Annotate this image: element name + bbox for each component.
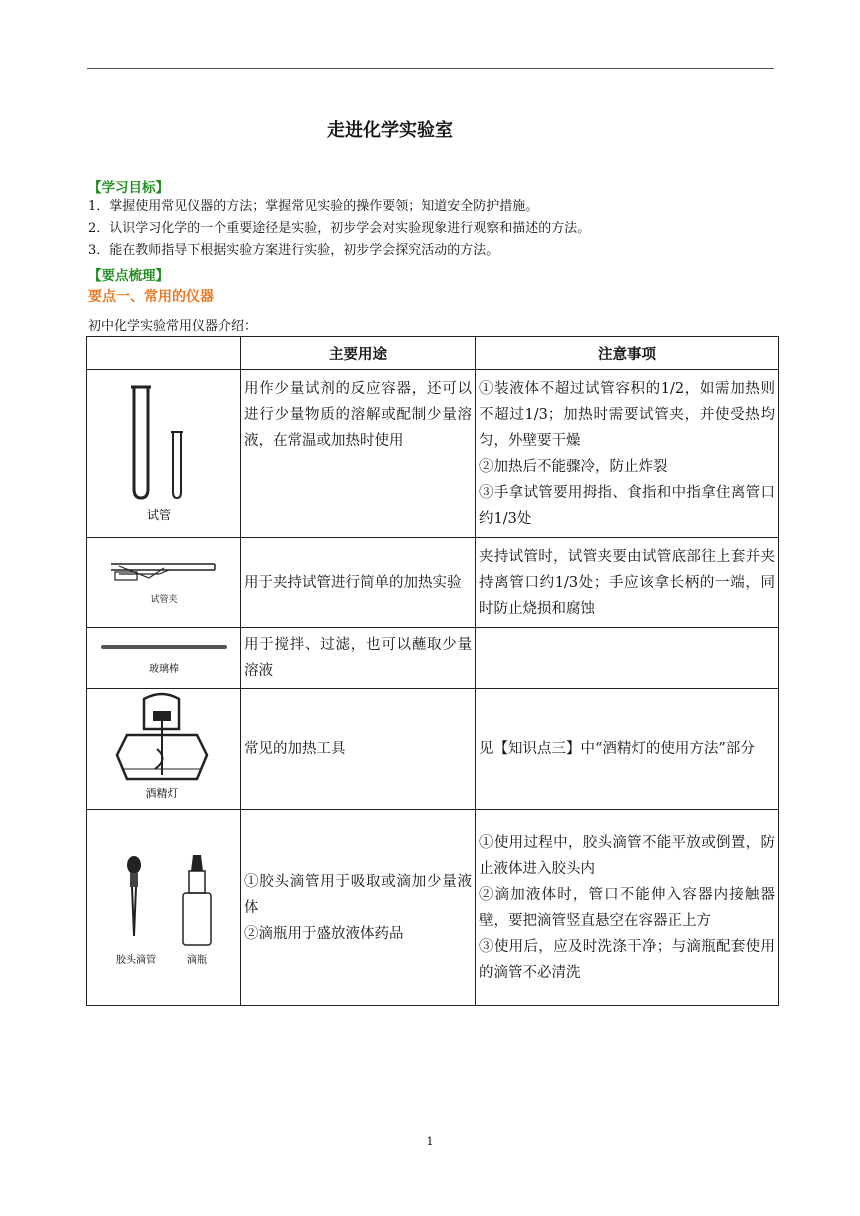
objective-item: 3．能在教师指导下根据实验方案进行实验，初步学会探究活动的方法。 bbox=[88, 243, 500, 258]
dropper-illustration bbox=[89, 811, 239, 1001]
table-header-row bbox=[87, 337, 779, 370]
use-line: ①胶头滴管用于吸取或滴加少量液体 bbox=[244, 873, 472, 916]
instrument-image-cell bbox=[87, 628, 241, 689]
instrument-table bbox=[86, 336, 779, 1006]
table-row bbox=[87, 538, 779, 628]
note-line: ③使用后，应及时洗涤干净；与滴瓶配套使用的滴管不必清洗 bbox=[479, 938, 775, 981]
notes-cell bbox=[476, 628, 779, 689]
objective-item: 1．掌握使用常见仪器的方法；掌握常见实验的操作要领；知道安全防护措施。 bbox=[88, 199, 539, 214]
notes-cell bbox=[476, 370, 779, 538]
page-title: 走进化学实验室 bbox=[327, 120, 453, 141]
notes-cell bbox=[476, 538, 779, 628]
header-cell bbox=[87, 337, 241, 370]
header-cell: 注意事项 bbox=[476, 337, 779, 370]
summary-heading: 【要点梳理】 bbox=[88, 268, 169, 284]
use-cell: 用于搅拌、过滤，也可以蘸取少量溶液 bbox=[241, 628, 476, 689]
table-row bbox=[87, 370, 779, 538]
glass-rod-illustration bbox=[89, 628, 239, 684]
test-tube-illustration bbox=[89, 372, 239, 532]
table-row bbox=[87, 628, 779, 689]
use-cell: 用于夹持试管进行简单的加热实验 bbox=[241, 538, 476, 628]
instrument-image-cell bbox=[87, 810, 241, 1006]
notes-cell bbox=[476, 689, 779, 810]
use-line: ②滴瓶用于盛放液体药品 bbox=[244, 925, 404, 942]
note-line: 见【知识点三】中“酒精灯的使用方法”部分 bbox=[479, 741, 755, 757]
image-caption: 酒精灯 bbox=[145, 787, 178, 800]
note-line: ②滴加液体时，管口不能伸入容器内接触器壁，要把滴管竖直悬空在容器正上方 bbox=[479, 886, 775, 929]
note-line: ②加热后不能骤冷，防止炸裂 bbox=[479, 459, 668, 475]
image-caption: 胶头滴管 bbox=[115, 954, 156, 966]
test-tube-holder-illustration bbox=[89, 540, 239, 622]
objective-item: 2．认识学习化学的一个重要途径是实验，初步学会对实验现象进行观察和描述的方法。 bbox=[88, 221, 591, 236]
objectives-heading: 【学习目标】 bbox=[88, 180, 169, 196]
header-cell: 主要用途 bbox=[241, 337, 476, 370]
note-line: ①使用过程中，胶头滴管不能平放或倒置，防止液体进入胶头内 bbox=[479, 834, 775, 877]
instrument-image-cell bbox=[87, 370, 241, 538]
use-cell: 常见的加热工具 bbox=[241, 689, 476, 810]
image-caption: 滴瓶 bbox=[186, 954, 207, 966]
image-caption: 试管 bbox=[146, 507, 171, 522]
image-caption: 试管夹 bbox=[149, 594, 178, 605]
instrument-image-cell bbox=[87, 689, 241, 810]
page-number: 1 bbox=[426, 1135, 434, 1148]
intro-text: 初中化学实验常用仪器介绍： bbox=[88, 319, 258, 334]
alcohol-lamp-illustration bbox=[89, 689, 239, 805]
notes-cell bbox=[476, 810, 779, 1006]
note-line: 夹持试管时，试管夹要由试管底部往上套并夹持离管口约1/3处；手应该拿长柄的一端，同时防止烧损和腐蚀 bbox=[479, 548, 775, 617]
note-line: ③手拿试管要用拇指、食指和中指拿住离管口约1/3处 bbox=[479, 485, 775, 527]
note-line: ①装液体不超过试管容积的1/2，如需加热则不超过1/3；加热时需要试管夹，并使受热均匀，外壁要干燥 bbox=[479, 381, 775, 449]
header-rule bbox=[87, 68, 774, 69]
instrument-image-cell bbox=[87, 538, 241, 628]
image-caption: 玻璃棒 bbox=[148, 664, 179, 675]
table-row bbox=[87, 810, 779, 1006]
point-heading: 要点一、常用的仪器 bbox=[88, 289, 214, 305]
use-cell: 用作少量试剂的反应容器，还可以进行少量物质的溶解或配制少量溶液，在常温或加热时使用 bbox=[241, 370, 476, 538]
use-cell bbox=[241, 810, 476, 1006]
table-row bbox=[87, 689, 779, 810]
